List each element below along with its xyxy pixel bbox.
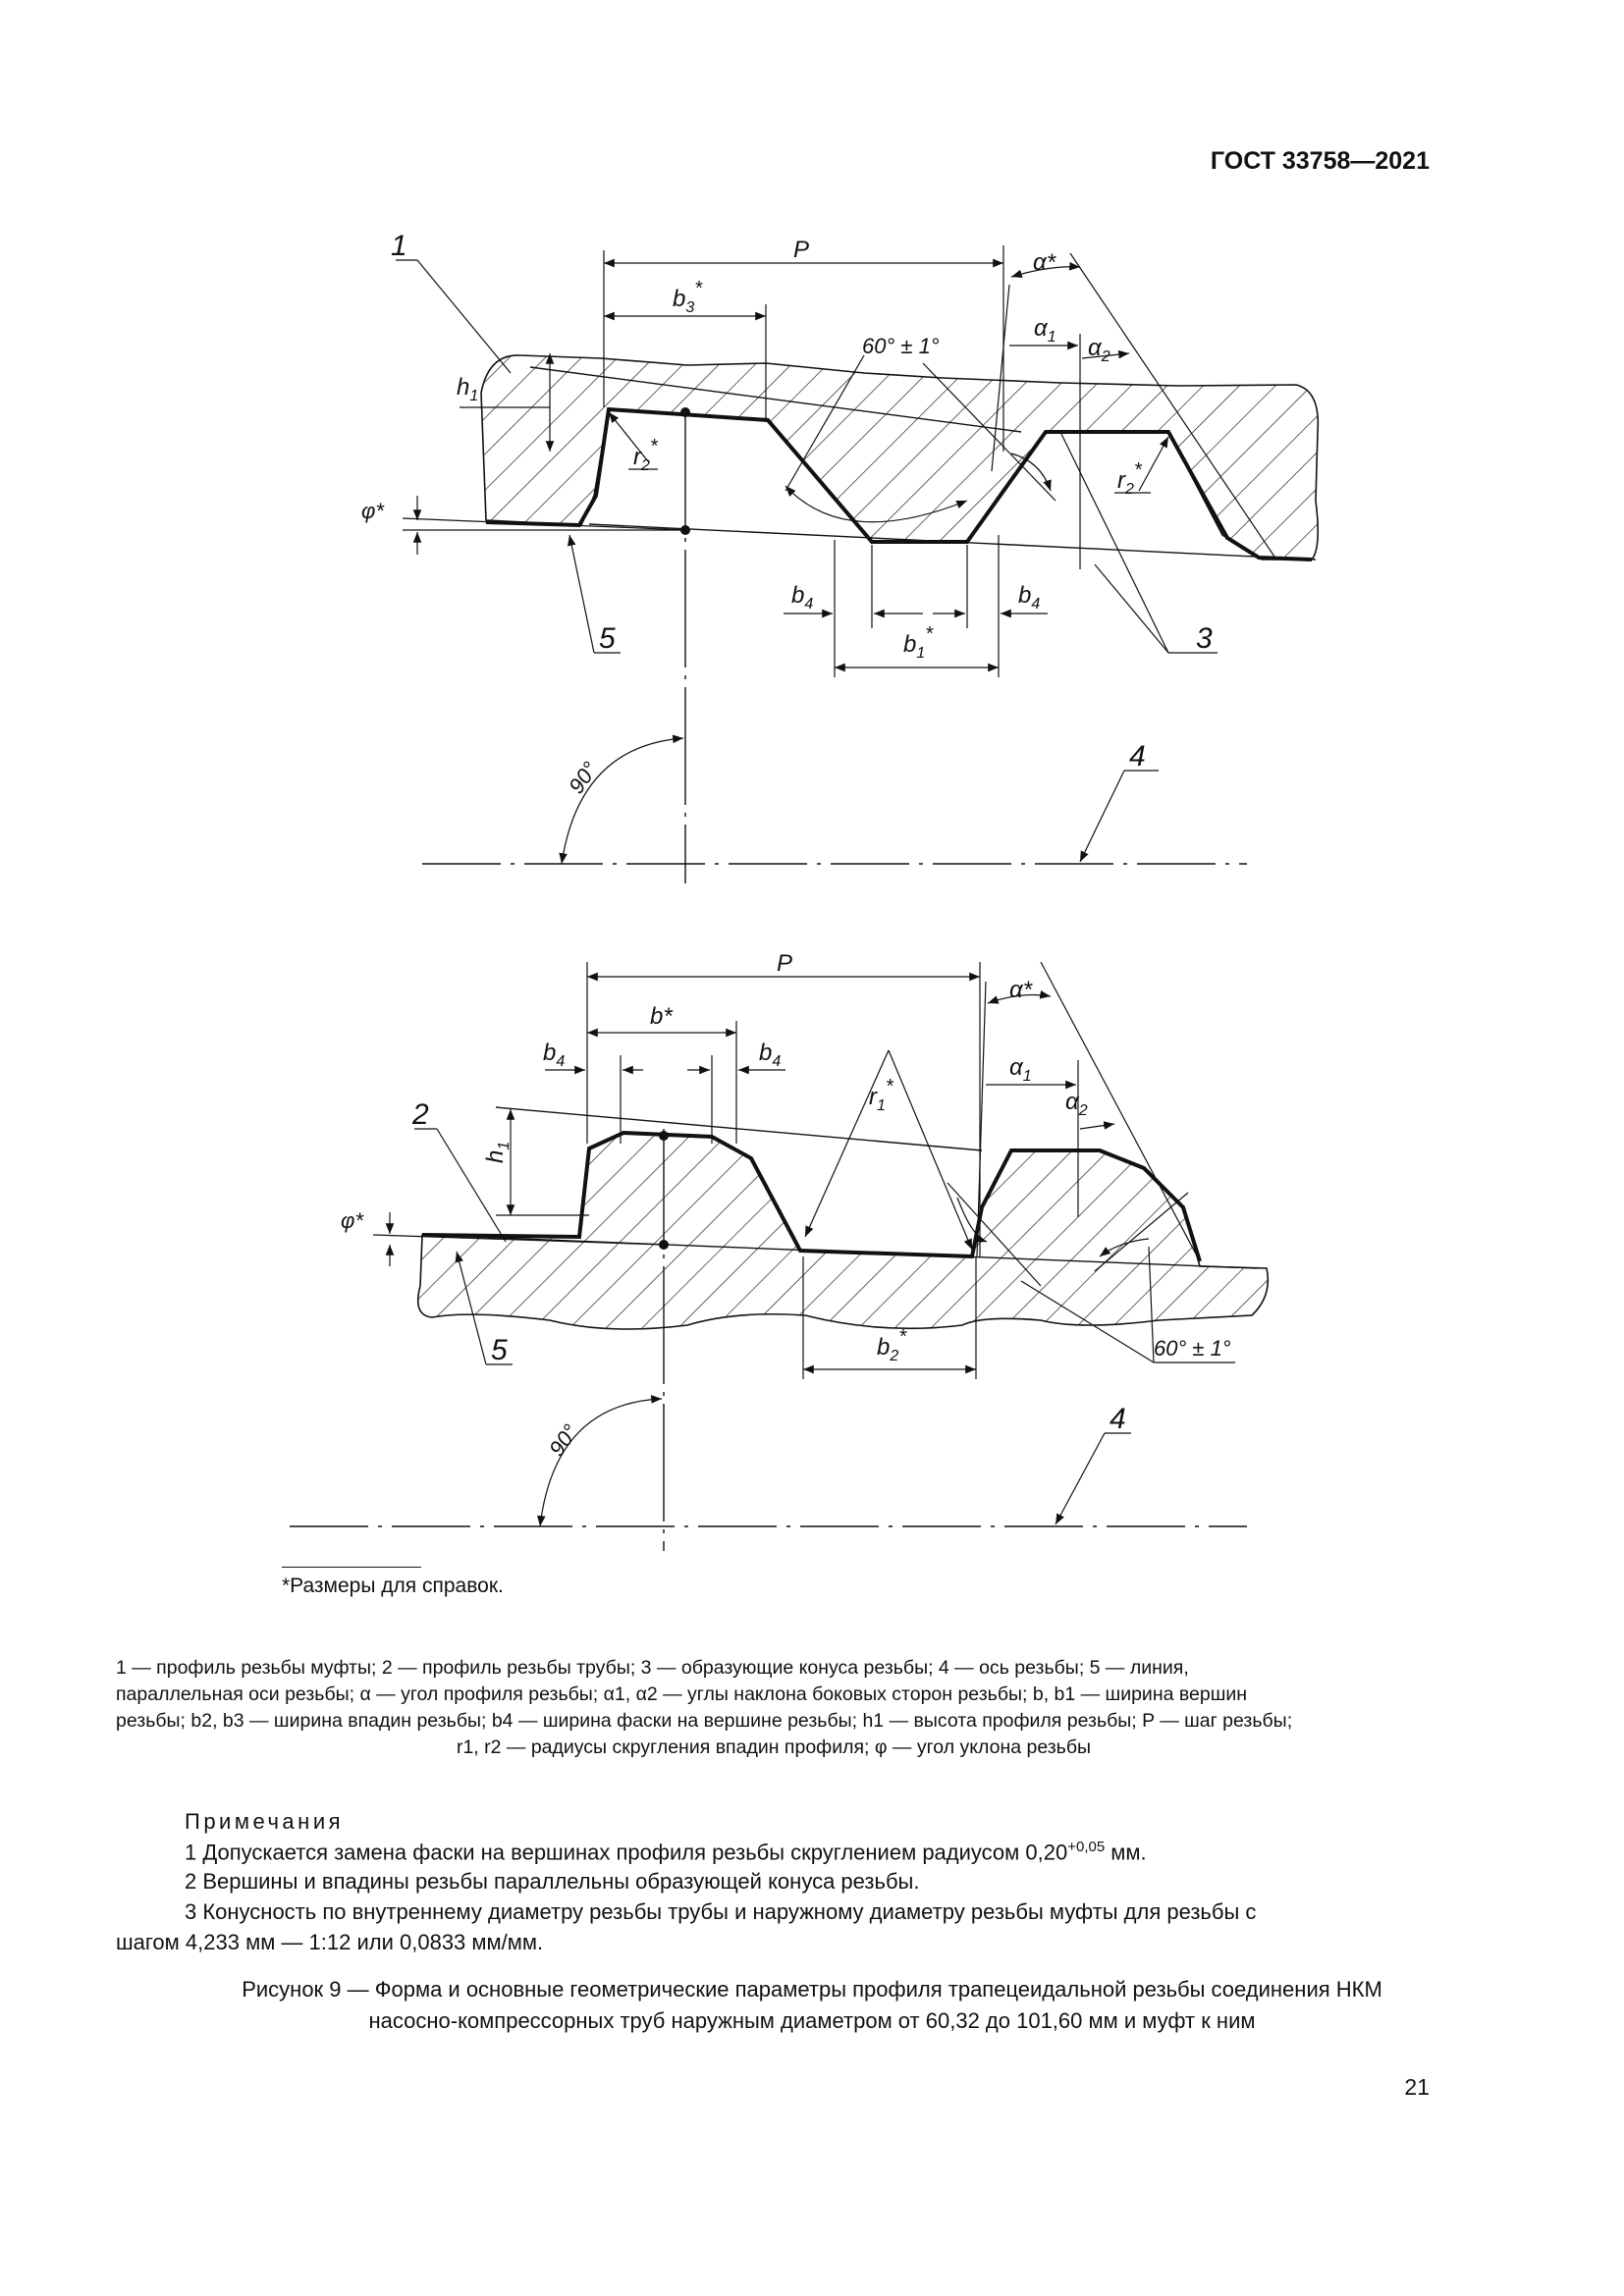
callout-2: 2 [412, 1098, 429, 1131]
figure-caption [116, 1974, 1508, 2037]
note-2: 2 Вершины и впадины резьбы параллельны образующей конуса резьбы. [185, 1869, 920, 1894]
caption-line: Рисунок 9 — Форма и основные геометрические параметры профиля трапецеидальной резьбы соединения НКМ [242, 1977, 1382, 2002]
legend-line: 1 — профиль резьбы муфты; 2 — профиль резьбы трубы; 3 — образующие конуса резьбы; 4 — ось резьбы; 5 — линия, [116, 1657, 1189, 1679]
label-b-star: b* [650, 1003, 673, 1030]
label-b4-left: $b_4$ [791, 582, 814, 613]
label-r1: $r_1^*$ [869, 1076, 893, 1114]
label-b4-right: $b_4$ [1018, 582, 1041, 613]
footnote: *Размеры для справок. [282, 1575, 504, 1597]
note-3-cont: шагом 4,233 мм — 1:12 или 0,0833 мм/мм. [116, 1930, 544, 1954]
label-r2-right: $r_2^*$ [1117, 459, 1142, 498]
callout-3: 3 [1196, 622, 1213, 655]
callout-4-bottom: 4 [1110, 1403, 1126, 1435]
label-angle-60-bottom: 60° ± 1° [1154, 1336, 1231, 1361]
label-phi: φ* [361, 499, 384, 523]
legend-line: r1, r2 — радиусы скругления впадин профиля; φ — угол уклона резьбы [456, 1736, 1092, 1758]
callout-4: 4 [1129, 740, 1146, 773]
label-h1-bottom: $h_1$ [482, 1141, 513, 1163]
legend-line: резьбы; b2, b3 — ширина впадин резьбы; b4 — ширина фаски на вершине резьбы; h1 — высота профиля резьбы; P — шаг резьбы; [116, 1710, 1293, 1732]
label-angle-60: 60° ± 1° [862, 334, 940, 358]
note-3: 3 Конусность по внутреннему диаметру резьбы трубы и наружному диаметру резьбы муфты для резьбы с [185, 1899, 1257, 1924]
label-alpha1: $\alpha_1$ [1034, 315, 1056, 346]
label-b4-left-bottom: $b_4$ [543, 1040, 566, 1070]
figure-legend [116, 1655, 1432, 1761]
coupling-section [481, 355, 1318, 560]
tube-section [418, 1133, 1269, 1329]
document-code: ГОСТ 33758—2021 [1210, 147, 1430, 175]
label-alpha2: $\alpha_2$ [1088, 335, 1110, 365]
label-b4-right-bottom: $b_4$ [759, 1040, 782, 1070]
label-angle-90-bottom: 90° [544, 1419, 583, 1462]
label-h1: $h_1$ [457, 374, 479, 404]
label-angle-90: 90° [564, 757, 603, 799]
label-b2: $b_2^*$ [877, 1326, 907, 1364]
label-alpha1-bottom: $\alpha_1$ [1009, 1054, 1032, 1085]
label-P: P [793, 237, 810, 263]
legend-line: параллельная оси резьбы; α — угол профиля резьбы; α1, α2 — углы наклона боковых сторон резьбы; b, b1 — ширина вершин [116, 1683, 1247, 1705]
footnote-rule [282, 1567, 421, 1568]
label-alpha-star: α* [1033, 249, 1056, 276]
label-phi-bottom: φ* [341, 1208, 363, 1233]
label-b3: $b_3^*$ [673, 278, 703, 316]
label-P-bottom: P [777, 950, 793, 977]
label-b1: $b_1^*$ [903, 623, 934, 662]
page-number: 21 [1404, 2074, 1430, 2100]
caption-line: насосно-компрессорных труб наружным диаметром от 60,32 до 101,60 мм и муфт к ним [368, 2008, 1256, 2033]
figure-tube-thread-profile [0, 923, 1624, 1561]
callout-5-bottom: 5 [491, 1334, 508, 1366]
label-alpha2-bottom: $\alpha_2$ [1065, 1089, 1088, 1119]
callout-5: 5 [599, 622, 616, 655]
label-r2-left: $r_2^*$ [633, 436, 658, 474]
label-alpha-star-bottom: α* [1009, 977, 1033, 1003]
callout-1: 1 [391, 230, 407, 262]
notes-title: Примечания [185, 1809, 345, 1834]
figure-coupling-thread-profile [0, 0, 1624, 903]
note-1: 1 Допускается замена фаски на вершинах профиля резьбы скруглением радиусом $0,20^{+0,05}$ мм. [185, 1839, 1147, 1865]
